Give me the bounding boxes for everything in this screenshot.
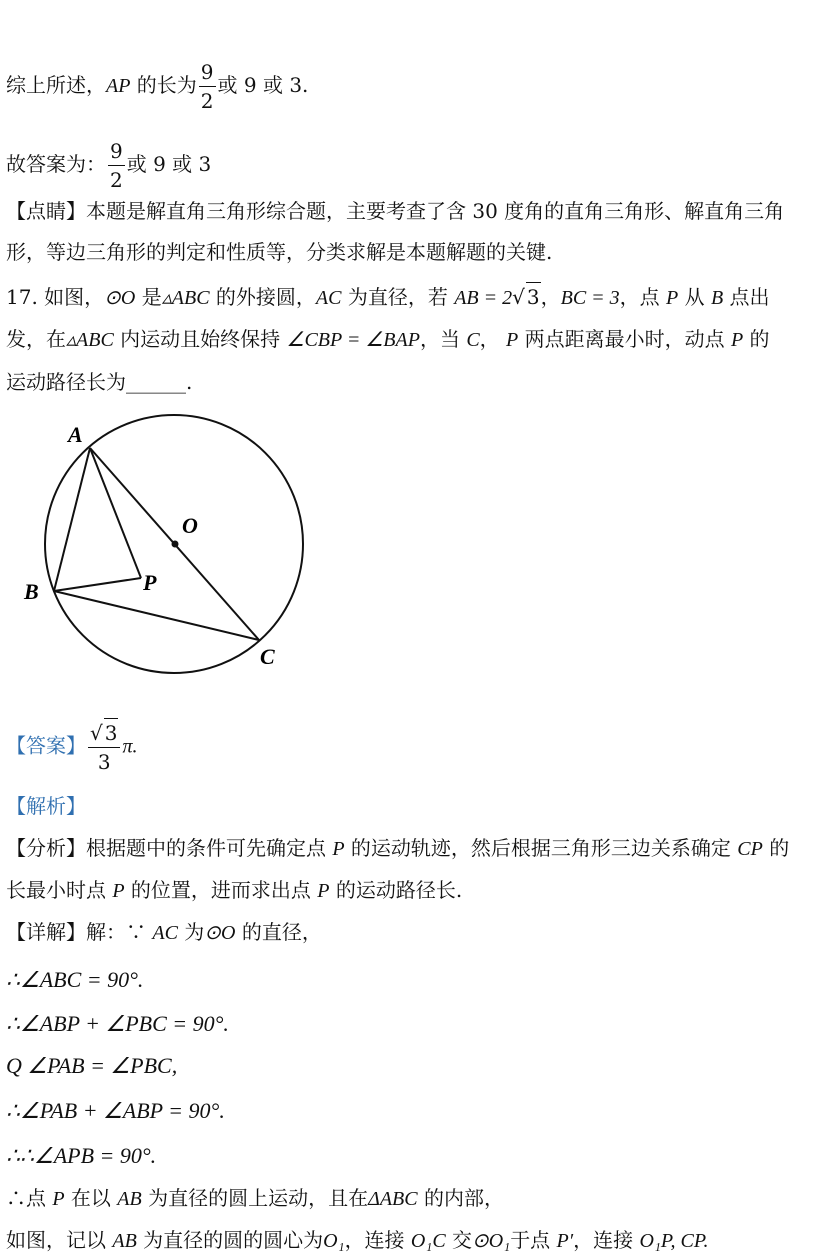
q17-math: BC = 3 — [560, 287, 620, 309]
analysis-tag: 【解析】 — [6, 794, 86, 818]
q17-math: ∠CBP = ∠BAP — [286, 329, 420, 351]
analysis-text: 【分析】根据题中的条件可先确定点 — [6, 836, 333, 860]
answer-sqrt-radicand: 3 — [104, 718, 119, 747]
detail-text: 在以 — [64, 1186, 118, 1210]
detail-text: 的直径， — [235, 920, 322, 944]
analysis-math: P — [112, 880, 125, 902]
detail-step-4: ∴∠PAB + ∠ABP = 90°. — [6, 1098, 225, 1123]
analysis-math: CP — [737, 838, 763, 860]
detail-math: O₁C — [410, 1230, 446, 1252]
analysis-text: 的位置，进而求出点 — [124, 878, 318, 902]
q17-text: 两点距离最小时，动点 — [518, 327, 731, 351]
detail-text: ，连接 — [344, 1228, 411, 1252]
detail-text: 为直径的圆上运动，且在 — [141, 1186, 369, 1210]
answer-line-fraction — [108, 137, 125, 194]
question-17-line-1: 17. 如图，⊙O 是▵ABC 的外接圆，AC 为直径，若 AB = 2√ 3，BC = 3，点 P 从 B 点出 — [6, 282, 770, 312]
answer-line-prefix: 故答案为： — [6, 152, 106, 176]
summary-line — [6, 58, 308, 115]
segment-ap — [90, 448, 141, 578]
answer-line — [6, 137, 211, 194]
label-a: A — [68, 422, 83, 447]
analysis-text: 的 — [762, 836, 790, 860]
q17-math: C — [466, 329, 480, 351]
q17-text: 从 — [678, 285, 711, 309]
q17-text: ， — [479, 327, 507, 351]
geometry-figure — [0, 400, 330, 690]
analysis-line-1 — [6, 834, 789, 863]
q17-math: P — [506, 329, 519, 351]
q17-text: 的 — [743, 327, 770, 351]
label-p: P — [143, 570, 157, 595]
detail-math: P′ — [556, 1230, 574, 1252]
detail-step-6 — [6, 1184, 504, 1213]
answer-line-suffix: 或 9 或 3 — [126, 152, 212, 176]
answer-tag: 【答案】 — [6, 733, 86, 758]
answer-line-frac-den: 2 — [110, 168, 123, 192]
q17-text: 的外接圆， — [209, 285, 316, 309]
q17-math: AB = 2 — [454, 287, 513, 309]
detail-text: 的内部， — [417, 1186, 504, 1210]
q17-math: P — [730, 329, 744, 351]
question-17-line-3: 运动路径长为______. — [6, 370, 193, 394]
detail-text: 于点 — [510, 1228, 557, 1252]
summary-prefix: 综上所述， — [6, 73, 106, 97]
answer-pi: π. — [122, 735, 138, 758]
detail-math: AB — [112, 1230, 137, 1252]
label-b: B — [24, 579, 39, 604]
summary-frac-num: 9 — [200, 60, 214, 84]
answer-frac-num: √ 3 — [88, 718, 120, 747]
answer-frac-den: 3 — [97, 750, 111, 774]
analysis-math: P — [317, 880, 330, 902]
segment-ab — [54, 448, 90, 591]
detail-math: P — [52, 1188, 65, 1210]
label-c: C — [260, 644, 275, 669]
q17-text: 17. 如图， — [6, 285, 105, 309]
q17-math: AC — [315, 287, 342, 309]
q17-text: 点出 — [723, 285, 770, 309]
analysis-line-2 — [6, 876, 462, 905]
q17-text: 是 — [135, 285, 162, 309]
detail-text: 如图，记以 — [6, 1228, 113, 1252]
comment-line-1: 【点睛】本题是解直角三角形综合题，主要考查了含 30 度角的直角三角形、解直角三角 — [6, 199, 785, 223]
detail-text: ∴点 — [6, 1186, 53, 1210]
q17-text: 为直径，若 — [341, 285, 455, 309]
detail-text: 交 — [445, 1228, 473, 1252]
q17-text: ，点 — [619, 285, 667, 309]
answer-block — [6, 718, 138, 776]
analysis-text: 的运动路径长. — [329, 878, 463, 902]
summary-ap: AP — [106, 75, 131, 97]
detail-text: ，连接 — [573, 1228, 640, 1252]
triangle-abc-symbol: ΔABC — [368, 1188, 418, 1210]
summary-fraction — [199, 58, 216, 115]
answer-fraction — [88, 718, 120, 776]
q17-text: ， — [540, 285, 561, 309]
analysis-math: P — [332, 838, 345, 860]
detail-text: 为直径的圆的圆心为 — [136, 1228, 324, 1252]
q17-text: ，当 — [419, 327, 467, 351]
triangle-abc-symbol: ▵ABC — [66, 329, 114, 351]
question-17-line-2 — [6, 325, 770, 354]
comment-line-2: 形，等边三角形的判定和性质等，分类求解是本题解题的关键. — [6, 240, 553, 264]
detail-step-1: ∴∠ABC = 90°. — [6, 967, 144, 992]
summary-suffix: 或 9 或 3. — [217, 73, 309, 97]
detail-step-3: Q ∠PAB = ∠PBC, — [6, 1053, 178, 1078]
q17-math: B — [710, 287, 724, 309]
detail-math: AB — [117, 1188, 142, 1210]
analysis-text: 长最小时点 — [6, 878, 113, 902]
center-point-o — [172, 541, 179, 548]
q17-math: P — [666, 287, 679, 309]
detail-text: 【详解】解：∵ — [6, 920, 153, 944]
q17-text: 内运动且始终保持 — [113, 327, 287, 351]
summary-frac-den: 2 — [200, 89, 214, 113]
detail-step-7 — [6, 1226, 709, 1255]
segment-bc — [54, 591, 259, 640]
triangle-abc-symbol: ▵ABC — [161, 287, 210, 309]
detail-text: 为 — [177, 920, 205, 944]
detail-step-5: ∴∴∠APB = 90°. — [6, 1143, 157, 1168]
sqrt-radicand: 3 — [526, 282, 541, 311]
detail-math: AC — [152, 922, 178, 944]
q17-text: 发，在 — [6, 327, 66, 351]
circle-o-symbol: ⊙O — [104, 287, 136, 309]
detail-heading — [6, 918, 322, 947]
analysis-text: 的运动轨迹，然后根据三角形三边关系确定 — [344, 836, 738, 860]
circle-o-symbol: ⊙O — [204, 922, 236, 944]
answer-line-frac-num: 9 — [110, 139, 123, 163]
detail-step-2: ∴∠ABP + ∠PBC = 90°. — [6, 1011, 229, 1036]
label-o: O — [182, 513, 198, 538]
detail-math: O₁P, CP. — [639, 1230, 709, 1252]
circle-o1-symbol: ⊙O₁ — [472, 1230, 511, 1252]
segment-bp — [54, 578, 141, 591]
detail-math: O₁ — [323, 1230, 345, 1252]
summary-mid: 的长为 — [130, 73, 197, 97]
